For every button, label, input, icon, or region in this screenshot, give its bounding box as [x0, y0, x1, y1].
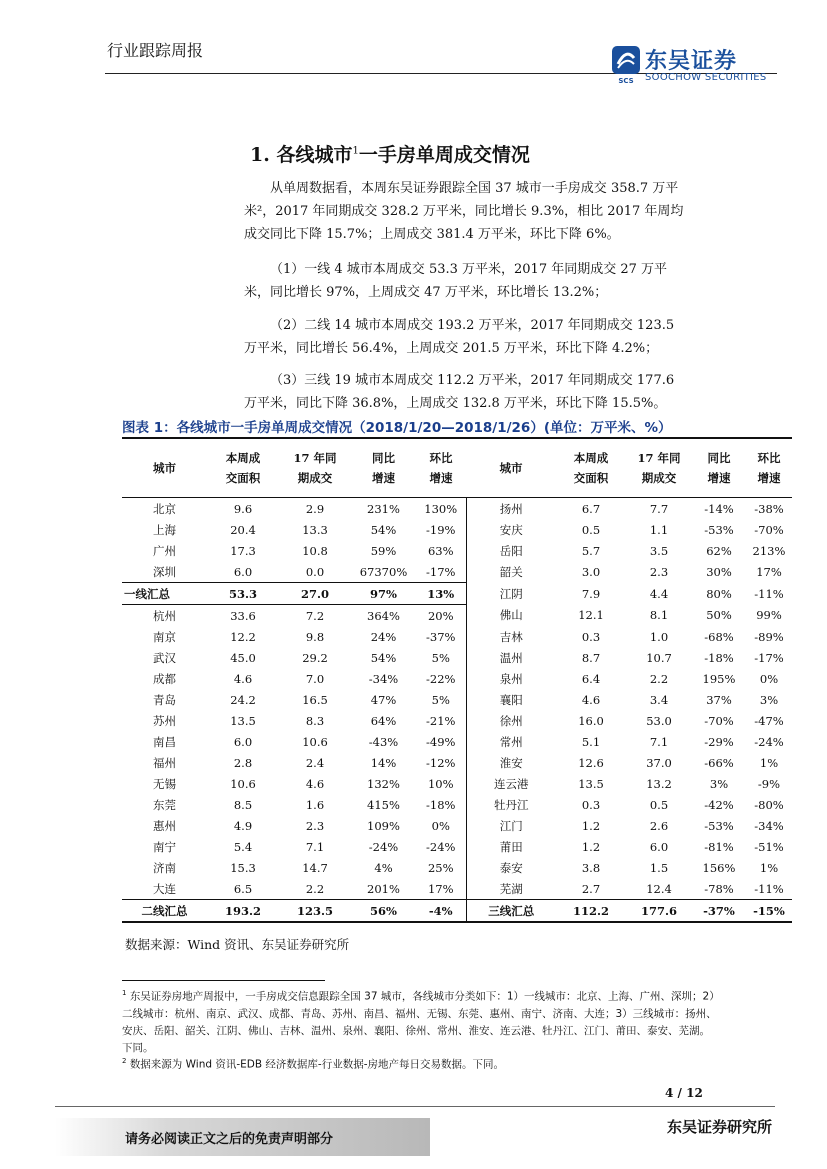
table-header-row — [122, 438, 792, 498]
city-cell: 济南 — [153, 860, 176, 875]
value-cell: 112.2 — [556, 900, 626, 923]
value-cell: -34% — [754, 818, 784, 833]
value-cell: 10.6 — [230, 776, 256, 791]
footnote-2: $^2$ 数据来源为 Wind 资讯-EDB 经济数据库-行业数据-房地产每日交易数据。下同。 — [122, 1057, 505, 1071]
city-cell: 南宁 — [153, 839, 176, 854]
city-cell: 岳阳 — [466, 540, 556, 561]
value-cell: -29% — [704, 734, 734, 749]
city-cell: 韶关 — [466, 561, 556, 583]
city-cell: 深圳 — [153, 564, 176, 579]
city-cell: 无锡 — [153, 776, 176, 791]
value-cell: 6.0 — [233, 734, 253, 749]
value-cell: -18% — [426, 797, 456, 812]
value-cell: 123.5 — [279, 900, 351, 923]
value-cell: -38% — [754, 501, 784, 516]
value-cell: 56% — [351, 900, 416, 923]
city-cell: 惠州 — [153, 818, 176, 833]
soochow-logo-icon — [610, 44, 642, 84]
value-cell: 62% — [706, 543, 732, 558]
paragraph-tier1: （1）一线 4 城市本周成交 53.3 万平米，2017 年同期成交 27 万平米，同比增长 97%，上周成交 47 万平米，环比增长 13.2%； — [244, 262, 668, 300]
value-cell: -22% — [426, 671, 456, 686]
page-number: 4 / 12 — [665, 1086, 703, 1100]
col-city-right: 城市 — [466, 438, 556, 498]
city-cell: 三线汇总 — [466, 900, 556, 923]
value-cell: -81% — [704, 839, 734, 854]
value-cell: 0.3 — [581, 797, 601, 812]
table-row — [122, 731, 792, 752]
value-cell: 4.6 — [581, 692, 601, 707]
table-row — [122, 605, 792, 627]
value-cell: -4% — [416, 900, 466, 923]
value-cell: 1.2 — [581, 839, 601, 854]
value-cell: 3.0 — [581, 564, 601, 579]
value-cell: 54% — [370, 650, 397, 665]
table-row — [122, 519, 792, 540]
value-cell: 17.3 — [230, 543, 256, 558]
table-row — [122, 583, 792, 605]
value-cell: -78% — [704, 881, 734, 896]
value-cell: 2.3 — [649, 564, 669, 579]
value-cell: 13.3 — [302, 522, 328, 537]
value-cell: 37% — [706, 692, 732, 707]
footnote-1: $^1$ 东吴证券房地产周报中，一手房成交信息跟踪全国 37 城市，各线城市分类如下：1）一线城市：北京、上海、广州、深圳；2）二线城市：杭州、南京、武汉、成都、青岛、苏州、南昌、福州、无锡、东莞、惠州、南宁、济南、大连；3）三线城市：扬州、安庆、岳阳、韶关、江阴、佛山、吉林、温州、泉州、襄阳、徐州、常州、淮安、连云港、牡丹江、江门、莆田、泰安、芜湖。下同。 — [122, 989, 717, 1054]
value-cell: 0% — [759, 671, 779, 686]
city-cell: 一线汇总 — [122, 583, 207, 605]
city-cell: 牡丹江 — [466, 794, 556, 815]
value-cell: 16.0 — [578, 713, 604, 728]
paragraph-tier3: （3）三线 19 城市本周成交 112.2 万平米，2017 年同期成交 177.6 万平米，同比下降 36.8%，上周成交 132.8 万平米，环比下降 15.5%。 — [244, 373, 675, 411]
logo-mark-text: SCS — [618, 77, 634, 84]
value-cell: 2.6 — [649, 818, 669, 833]
value-cell: -12% — [426, 755, 456, 770]
value-cell: 6.5 — [233, 881, 253, 896]
col-week-area-right: 本周成 交面积 — [556, 438, 626, 498]
value-cell: 33.6 — [230, 608, 256, 623]
city-cell: 青岛 — [153, 692, 176, 707]
value-cell: -15% — [746, 900, 792, 923]
value-cell: 2.2 — [305, 881, 325, 896]
value-cell: 3.8 — [581, 860, 601, 875]
value-cell: 1.1 — [649, 522, 669, 537]
value-cell: 7.1 — [649, 734, 669, 749]
city-cell: 南昌 — [153, 734, 176, 749]
value-cell: 7.9 — [581, 586, 601, 601]
section-title-part-b: 一手房单周成交情况 — [358, 144, 530, 166]
value-cell: 17% — [756, 564, 782, 579]
value-cell: -89% — [754, 629, 784, 644]
city-cell: 淮安 — [466, 752, 556, 773]
value-cell: 2.8 — [233, 755, 253, 770]
value-cell: -24% — [754, 734, 784, 749]
city-cell: 连云港 — [466, 773, 556, 794]
table-row — [122, 561, 792, 583]
value-cell: 0% — [431, 818, 450, 833]
table-row — [122, 836, 792, 857]
value-cell: 59% — [370, 543, 397, 558]
table-row — [122, 794, 792, 815]
value-cell: 50% — [706, 608, 732, 623]
value-cell: -70% — [754, 522, 784, 537]
value-cell: 6.0 — [233, 564, 253, 579]
city-cell: 扬州 — [466, 498, 556, 520]
value-cell: -51% — [754, 839, 784, 854]
footer-divider — [55, 1106, 775, 1107]
value-cell: -17% — [426, 564, 456, 579]
table-row — [122, 626, 792, 647]
value-cell: -70% — [704, 713, 734, 728]
value-cell: 7.1 — [305, 839, 325, 854]
city-cell: 安庆 — [466, 519, 556, 540]
value-cell: 29.2 — [302, 650, 328, 665]
value-cell: 0.5 — [581, 522, 601, 537]
value-cell: 0.5 — [649, 797, 669, 812]
value-cell: 99% — [756, 608, 782, 623]
value-cell: 1% — [759, 755, 779, 770]
city-cell: 二线汇总 — [122, 900, 207, 923]
col-yoy-right: 同比 增速 — [692, 438, 746, 498]
institute-name: 东吴证券研究所 — [667, 1118, 773, 1136]
table-row — [122, 647, 792, 668]
value-cell: 5% — [431, 650, 450, 665]
city-cell: 温州 — [466, 647, 556, 668]
value-cell: 0.3 — [581, 629, 601, 644]
value-cell: 16.5 — [302, 692, 328, 707]
value-cell: 54% — [370, 522, 397, 537]
table-row — [122, 878, 792, 900]
value-cell: 4.6 — [233, 671, 253, 686]
value-cell: 2.2 — [649, 671, 669, 686]
city-cell: 福州 — [153, 755, 176, 770]
value-cell: 10.6 — [302, 734, 328, 749]
value-cell: -43% — [368, 734, 399, 749]
value-cell: 2.3 — [305, 818, 325, 833]
value-cell: 67370% — [359, 564, 408, 579]
city-cell: 泰安 — [466, 857, 556, 878]
value-cell: 97% — [351, 583, 416, 605]
value-cell: -9% — [757, 776, 781, 791]
table-row — [122, 540, 792, 561]
paragraph-tier2: （2）二线 14 城市本周成交 193.2 万平米，2017 年同期成交 123.5 万平米，同比增长 56.4%，上周成交 201.5 万平米，环比下降 4.2%； — [244, 318, 675, 356]
figure-title: 图表 1：各线城市一手房单周成交情况（2018/1/20—2018/1/26）(单位：万平米、%） — [122, 420, 672, 436]
value-cell: -80% — [754, 797, 784, 812]
value-cell: 1% — [759, 860, 779, 875]
value-cell: 24.2 — [230, 692, 256, 707]
city-cell: 江阴 — [466, 583, 556, 605]
logo-name-en: SOOCHOW SECURITIES — [645, 72, 767, 83]
value-cell: 64% — [370, 713, 397, 728]
section-number: 1. — [250, 144, 270, 166]
value-cell: 3% — [709, 776, 729, 791]
value-cell: 45.0 — [230, 650, 256, 665]
value-cell: 1.5 — [649, 860, 669, 875]
city-cell: 武汉 — [153, 650, 176, 665]
value-cell: -18% — [704, 650, 734, 665]
value-cell: 47% — [370, 692, 397, 707]
col-last-year: 17 年同 期成交 — [279, 438, 351, 498]
value-cell: 53.3 — [207, 583, 279, 605]
value-cell: 5.4 — [233, 839, 253, 854]
value-cell: 12.1 — [578, 608, 604, 623]
value-cell: -34% — [368, 671, 399, 686]
value-cell: 30% — [706, 564, 732, 579]
city-cell: 东莞 — [153, 797, 176, 812]
value-cell: -49% — [426, 734, 456, 749]
value-cell: 13.2 — [646, 776, 672, 791]
value-cell: 12.2 — [230, 629, 256, 644]
value-cell: 2.7 — [581, 881, 601, 896]
value-cell: 7.7 — [649, 501, 669, 516]
table-row — [122, 752, 792, 773]
city-cell: 成都 — [153, 671, 176, 686]
city-cell: 江门 — [466, 815, 556, 836]
table-row — [122, 689, 792, 710]
city-cell: 莆田 — [466, 836, 556, 857]
value-cell: -66% — [704, 755, 734, 770]
city-cell: 苏州 — [153, 713, 176, 728]
city-cell: 广州 — [153, 543, 176, 558]
value-cell: 17% — [427, 881, 454, 896]
value-cell: 3.5 — [649, 543, 669, 558]
city-cell: 吉林 — [466, 626, 556, 647]
city-cell: 北京 — [153, 501, 176, 516]
city-cell: 大连 — [153, 881, 176, 896]
value-cell: 37.0 — [646, 755, 672, 770]
table-row — [122, 773, 792, 794]
col-mom: 环比 增速 — [416, 438, 466, 498]
value-cell: 5.1 — [581, 734, 601, 749]
value-cell: -53% — [704, 522, 734, 537]
value-cell: 3.4 — [649, 692, 669, 707]
value-cell: 6.0 — [649, 839, 669, 854]
value-cell: 27.0 — [279, 583, 351, 605]
col-mom-right: 环比 增速 — [746, 438, 792, 498]
value-cell: 12.6 — [578, 755, 604, 770]
value-cell: 9.8 — [305, 629, 325, 644]
value-cell: -37% — [692, 900, 746, 923]
value-cell: 364% — [367, 608, 400, 623]
disclaimer-text: 请务必阅读正文之后的免责声明部分 — [125, 1132, 334, 1147]
value-cell: -17% — [754, 650, 784, 665]
value-cell: 10.8 — [302, 543, 328, 558]
value-cell: -24% — [426, 839, 456, 854]
value-cell: 193.2 — [207, 900, 279, 923]
value-cell: -11% — [754, 586, 784, 601]
report-type-title: 行业跟踪周报 — [107, 41, 204, 60]
value-cell: -11% — [754, 881, 784, 896]
city-cell: 徐州 — [466, 710, 556, 731]
table-body — [122, 498, 792, 923]
value-cell: 195% — [702, 671, 736, 686]
col-city: 城市 — [122, 438, 207, 498]
footnote-ref-1: 1 — [352, 145, 359, 157]
col-yoy: 同比 增速 — [351, 438, 416, 498]
table-row — [122, 857, 792, 878]
table-row — [122, 668, 792, 689]
table-row — [122, 815, 792, 836]
value-cell: 0.0 — [305, 564, 325, 579]
value-cell: 109% — [367, 818, 400, 833]
value-cell: -47% — [754, 713, 784, 728]
city-cell: 襄阳 — [466, 689, 556, 710]
value-cell: 3% — [759, 692, 779, 707]
value-cell: -21% — [426, 713, 456, 728]
value-cell: 8.1 — [649, 608, 669, 623]
footnote-divider — [122, 980, 325, 981]
value-cell: 6.7 — [581, 501, 601, 516]
value-cell: 7.0 — [305, 671, 325, 686]
value-cell: 1.0 — [649, 629, 669, 644]
value-cell: 4% — [374, 860, 393, 875]
value-cell: 20.4 — [230, 522, 256, 537]
col-week-area: 本周成 交面积 — [207, 438, 279, 498]
value-cell: 132% — [367, 776, 400, 791]
value-cell: -24% — [368, 839, 399, 854]
city-cell: 泉州 — [466, 668, 556, 689]
value-cell: 213% — [752, 543, 786, 558]
value-cell: 2.4 — [305, 755, 325, 770]
footnote-2-mark: 2 — [122, 1057, 127, 1065]
value-cell: 20% — [427, 608, 454, 623]
value-cell: 231% — [367, 501, 400, 516]
value-cell: 24% — [370, 629, 397, 644]
value-cell: -42% — [704, 797, 734, 812]
value-cell: 156% — [702, 860, 736, 875]
value-cell: 13.5 — [578, 776, 604, 791]
value-cell: 13% — [416, 583, 466, 605]
value-cell: 63% — [427, 543, 454, 558]
value-cell: 1.2 — [581, 818, 601, 833]
value-cell: 9.6 — [233, 501, 253, 516]
value-cell: 5.7 — [581, 543, 601, 558]
value-cell: 2.9 — [305, 501, 325, 516]
table-row — [122, 900, 792, 923]
paragraph-summary: 从单周数据看，本周东吴证券跟踪全国 37 城市一手房成交 358.7 万平米²，2017 年同期成交 328.2 万平米，同比增长 9.3%，相比 2017 年周均成交同比下降 15.7%；上周成交 381.4 万平米，环比下降 6%。 — [244, 181, 684, 242]
table-row — [122, 710, 792, 731]
value-cell: -68% — [704, 629, 734, 644]
city-cell: 芜湖 — [466, 878, 556, 900]
value-cell: 6.4 — [581, 671, 601, 686]
value-cell: 25% — [427, 860, 454, 875]
value-cell: 8.7 — [581, 650, 601, 665]
value-cell: 10% — [427, 776, 454, 791]
value-cell: 1.6 — [305, 797, 325, 812]
city-cell: 杭州 — [153, 608, 176, 623]
value-cell: 15.3 — [230, 860, 256, 875]
logo-name-cn: 东吴证券 — [645, 49, 738, 74]
value-cell: -37% — [426, 629, 456, 644]
col-last-year-right: 17 年同 期成交 — [626, 438, 692, 498]
value-cell: -14% — [704, 501, 734, 516]
value-cell: 10.7 — [646, 650, 672, 665]
value-cell: 14% — [370, 755, 397, 770]
value-cell: 5% — [431, 692, 450, 707]
value-cell: 130% — [424, 501, 458, 516]
value-cell: 4.9 — [233, 818, 253, 833]
data-source: 数据来源：Wind 资讯、东吴证券研究所 — [125, 937, 350, 952]
footnote-1-mark: 1 — [122, 989, 127, 997]
value-cell: 8.3 — [305, 713, 325, 728]
value-cell: -53% — [704, 818, 734, 833]
city-cell: 佛山 — [466, 605, 556, 627]
value-cell: 415% — [367, 797, 400, 812]
value-cell: 4.4 — [649, 586, 669, 601]
value-cell: 4.6 — [305, 776, 325, 791]
section-title-part-a: 各线城市 — [276, 144, 353, 166]
city-transactions-table — [122, 437, 792, 923]
city-cell: 上海 — [153, 522, 176, 537]
value-cell: 8.5 — [233, 797, 253, 812]
value-cell: 201% — [367, 881, 400, 896]
value-cell: 14.7 — [302, 860, 328, 875]
city-cell: 南京 — [153, 629, 176, 644]
value-cell: 53.0 — [646, 713, 672, 728]
value-cell: 12.4 — [646, 881, 672, 896]
section-title — [250, 140, 530, 167]
value-cell: 177.6 — [626, 900, 692, 923]
value-cell: 80% — [706, 586, 732, 601]
table-row — [122, 498, 792, 520]
value-cell: -19% — [426, 522, 456, 537]
value-cell: 7.2 — [305, 608, 325, 623]
city-cell: 常州 — [466, 731, 556, 752]
value-cell: 13.5 — [230, 713, 256, 728]
